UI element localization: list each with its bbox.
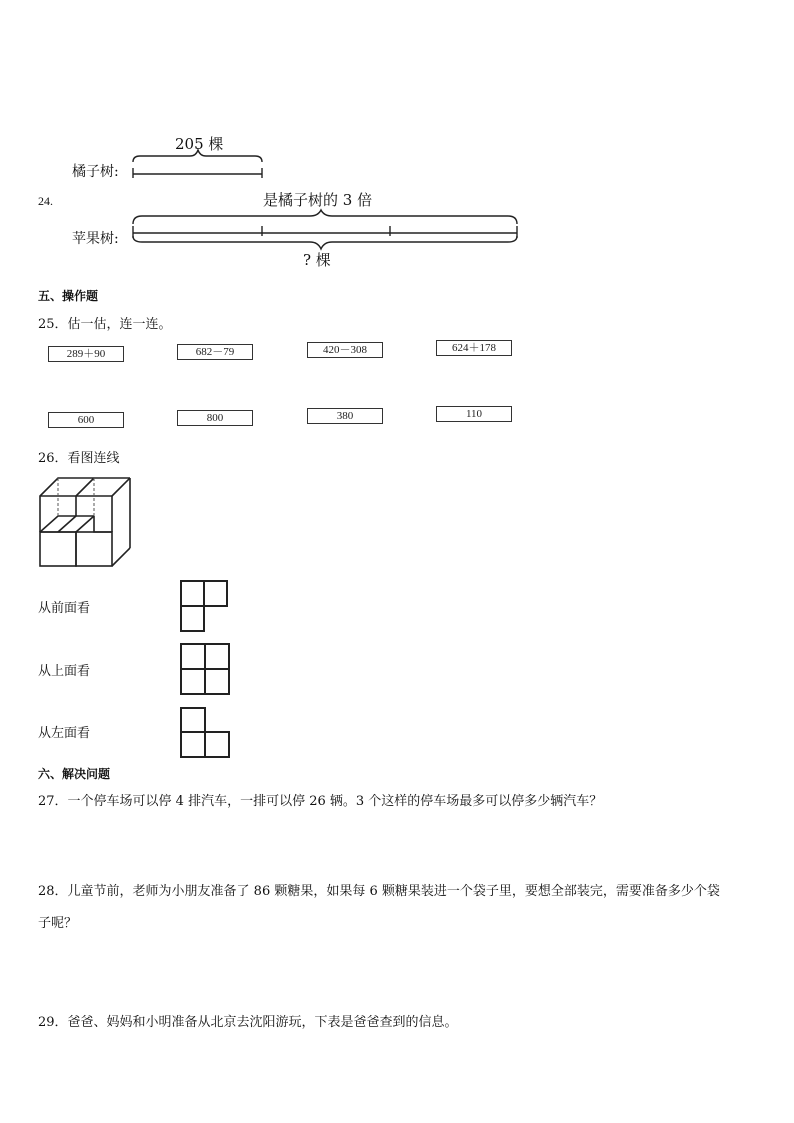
q26-prompt: 26．看图连线 xyxy=(38,451,120,466)
q26-view-top-label: 从上面看 xyxy=(38,664,91,679)
q25-expression-4[interactable]: 624＋178 xyxy=(436,340,512,356)
q26-view-shape-3 xyxy=(181,708,229,757)
q25-answer-1[interactable]: 600 xyxy=(48,412,124,428)
q25-answer-3[interactable]: 380 xyxy=(307,408,383,424)
q25-prompt: 25．估一估，连一连。 xyxy=(38,317,172,332)
q24-brace-bottom xyxy=(133,236,517,249)
q24-top-count: 205 棵 xyxy=(175,135,224,153)
q27-text: 27．一个停车场可以停 4 排汽车，一排可以停 26 辆。3 个这样的停车场最多可以停多少辆汽车？ xyxy=(38,794,603,809)
q24-orange-label: 橘子树: xyxy=(72,164,119,180)
q24-relation: 是橘子树的 3 倍 xyxy=(263,191,373,209)
q26-view-shape-1 xyxy=(181,581,227,631)
section-5-title: 五、操作题 xyxy=(38,289,99,303)
q26-view-front-label: 从前面看 xyxy=(38,601,91,616)
q24-brace-top-orange xyxy=(133,150,262,162)
q24-apple-label: 苹果树: xyxy=(72,231,119,247)
q25-answer-4[interactable]: 110 xyxy=(436,406,512,422)
q26-view-shape-2 xyxy=(181,644,229,694)
q24-brace-top-apple xyxy=(133,210,517,224)
q25-expression-2[interactable]: 682－79 xyxy=(177,344,253,360)
section-6-title: 六、解决问题 xyxy=(38,767,111,781)
q26-view-left-label: 从左面看 xyxy=(38,726,91,741)
q26-view-diagrams xyxy=(178,578,234,762)
q25-expression-3[interactable]: 420－308 xyxy=(307,342,383,358)
q28-line-2: 子呢？ xyxy=(38,916,78,931)
q28-text xyxy=(38,876,758,940)
q24-question: ? 棵 xyxy=(303,251,331,269)
q28-line-1: 28．儿童节前，老师为小朋友准备了 86 颗糖果，如果每 6 颗糖果装进一个袋子里，要想全部装完，需要准备多少个袋 xyxy=(38,884,720,899)
q25-answer-2[interactable]: 800 xyxy=(177,410,253,426)
q25-expression-1[interactable]: 289＋90 xyxy=(48,346,124,362)
q24-number: 24. xyxy=(38,194,53,208)
q29-text: 29．爸爸、妈妈和小明准备从北京去沈阳游玩，下表是爸爸查到的信息。 xyxy=(38,1015,458,1030)
q26-cube-figure xyxy=(36,472,136,572)
q24-segment-diagram xyxy=(0,0,794,280)
